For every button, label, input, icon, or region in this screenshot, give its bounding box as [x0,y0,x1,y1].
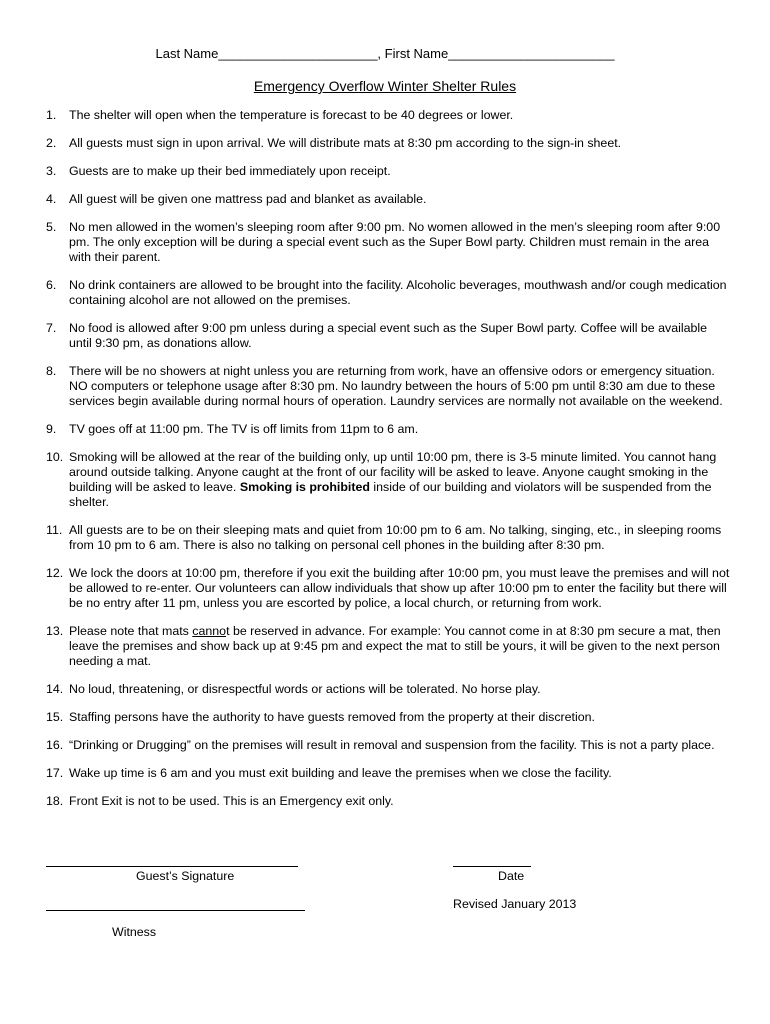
witness-signature-line[interactable] [46,910,305,911]
rule-text: No drink containers are allowed to be brought into the facility. Alcoholic beverages, mouthwash and/or cough medication containing alcohol are not allowed on the premises. [69,278,727,307]
rule-number: 1. [46,108,57,122]
rule-text: There will be no showers at night unless you are returning from work, have an offensive odors or emergency situation. NO computers or telephone usage after 8:30 pm. No laundry between the hours of 5:00 pm until 8:30 am due to these services begin available during normal hours of operation. Laundry services are normally not available on the weekend. [69,364,723,408]
rule-item [46,523,732,553]
rule-number: 8. [46,364,57,378]
rule-text: All guests are to be on their sleeping mats and quiet from 10:00 pm to 6 am. No talking, singing, etc., in sleeping rooms from 10 pm to 6 am. There is also no talking on personal cell phones in the building after 8:30 pm. [69,523,722,552]
rule-text: “Drinking or Drugging” on the premises will result in removal and suspension from the facility. This is not a party place. [69,738,715,752]
rule-number: 7. [46,321,57,335]
first-name-label: First Name [384,46,449,61]
rule-number: 15. [46,710,64,724]
rule-text-bold: Smoking is prohibited [239,480,370,494]
rule-number: 3. [46,164,57,178]
rule-item [46,738,732,753]
rule-text: inside of our building and violators will be suspended from the shelter. [69,480,712,509]
rule-number: 11. [46,523,63,537]
witness-label: Witness [112,925,157,939]
rule-text: No loud, threatening, or disrespectful words or actions will be tolerated. No horse play. [69,682,541,696]
rule-item [46,321,732,351]
rule-item [46,220,732,265]
rule-item [46,422,732,437]
rule-text: Guests are to make up their bed immediately upon receipt. [69,164,391,178]
rule-item [46,278,732,308]
rule-text: Please note that mats [69,624,193,638]
rule-item [46,624,732,669]
rule-text: Staffing persons have the authority to have guests removed from the property at their discretion. [69,710,595,724]
rule-number: 2. [46,136,57,150]
rule-text: t be reserved in advance. For example: You cannot come in at 8:30 pm secure a mat, then leave the premises and show back up at 9:45 pm and expect the mat to still be yours, it will be given to the next person needing a mat. [69,624,721,668]
rule-text: We lock the doors at 10:00 pm, therefore if you exit the building after 10:00 pm, you must leave the premises and will not be allowed to re-enter. Our volunteers can allow individuals that show up after 10:00 pm to enter the facility but there will be no entry after 11 pm, unless you are escorted by police, a local church, or returning from work. [69,566,730,610]
rule-text: TV goes off at 11:00 pm. The TV is off limits from 11pm to 6 am. [69,422,419,436]
date-line[interactable] [453,866,531,867]
rule-number: 5. [46,220,57,234]
rule-number: 14. [46,682,64,696]
rule-item [46,108,732,123]
rule-item [46,164,732,179]
rules-list [46,108,732,822]
rule-item [46,566,732,611]
rule-text: Wake up time is 6 am and you must exit building and leave the premises when we close the facility. [69,766,612,780]
rule-text: All guests must sign in upon arrival. We will distribute mats at 8:30 pm according to the sign-in sheet. [69,136,622,150]
date-label: Date [498,869,525,883]
rule-number: 18. [46,794,64,808]
rule-number: 9. [46,422,57,436]
rule-item [46,710,732,725]
rule-number: 16. [46,738,64,752]
rule-text: No food is allowed after 9:00 pm unless during a special event such as the Super Bowl party. Coffee will be available until 9:30 pm, as donations allow. [69,321,708,350]
rule-text: No men allowed in the women’s sleeping room after 9:00 pm. No women allowed in the men’s sleeping room after 9:00 pm. The only exception will be during a special event such as the Super Bowl party. Children must remain in the area with their parent. [69,220,721,264]
guest-signature-line[interactable] [46,866,298,867]
rule-item [46,794,732,809]
rule-number: 6. [46,278,57,292]
rule-text: The shelter will open when the temperature is forecast to be 40 degrees or lower. [69,108,514,122]
last-name-blank[interactable]: ______________________ [218,46,378,61]
rule-item [46,766,732,781]
rule-text: Front Exit is not to be used. This is an Emergency exit only. [69,794,394,808]
revised-date: Revised January 2013 [453,897,577,911]
first-name-blank[interactable]: _______________________ [448,46,615,61]
rule-number: 13. [46,624,64,638]
guest-signature-label: Guest’s Signature [136,869,235,883]
document-title: Emergency Overflow Winter Shelter Rules [253,78,517,94]
rule-number: 4. [46,192,57,206]
rule-item [46,192,732,207]
rule-item [46,136,732,151]
last-name-label: Last Name [155,46,219,61]
rule-text: Smoking will be allowed at the rear of the building only, up until 10:00 pm, there is 3-5 minute limited. You cannot hang around outside talking. Anyone caught at the front of our facility will be asked to leave. Anyone caught smoking in the building will be asked to leave. [69,450,717,494]
rule-number: 12. [46,566,64,580]
rule-text: All guest will be given one mattress pad and blanket as available. [69,192,427,206]
name-fields-line [0,46,770,61]
rule-item [46,682,732,697]
rule-item [46,450,732,510]
rule-number: 17. [46,766,64,780]
name-separator: , [377,46,385,61]
rule-number: 10. [46,450,64,464]
rule-text-underlined: canno [192,624,227,638]
rule-item [46,364,732,409]
